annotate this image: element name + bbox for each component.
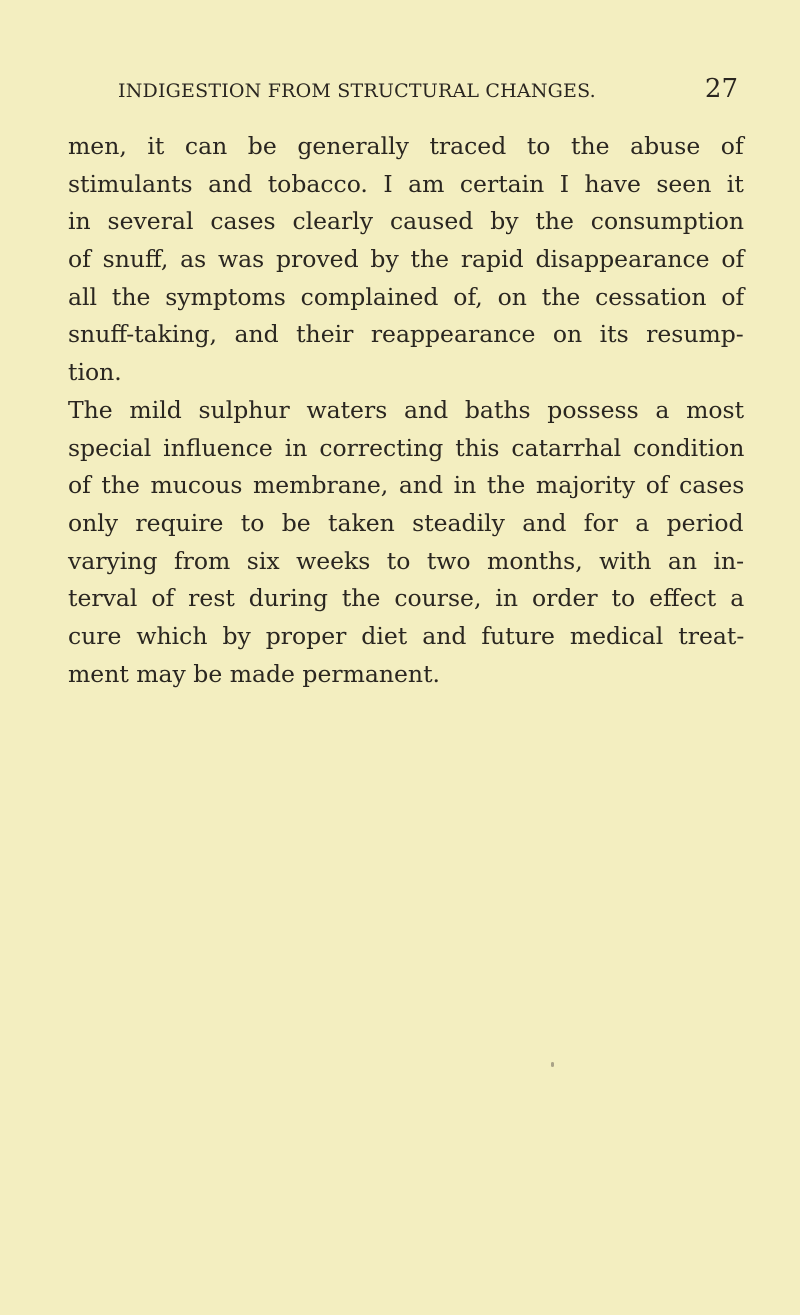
text-line: special influence in correcting this catarrhal condition — [68, 433, 745, 462]
page-number: 27 — [704, 74, 738, 104]
text-line: men, it can be generally traced to the abuse of — [68, 132, 744, 160]
running-head-title: INDIGESTION FROM STRUCTURAL CHANGES. — [118, 80, 596, 102]
text-line: tion. — [68, 358, 122, 387]
text-line: only require to be taken steadily and for a period — [68, 508, 744, 537]
text-line: of the mucous membrane, and in the majority of cases — [68, 471, 745, 500]
text-line: in several cases clearly caused by the consumption — [68, 207, 745, 236]
text-line: ment may be made permanent. — [68, 659, 440, 688]
text-line: terval of rest during the course, in order to effect a — [68, 584, 745, 613]
text-line: cure which by proper diet and future medical treat- — [68, 621, 745, 650]
text-line: of snuff, as was proved by the rapid disappearance of — [68, 245, 745, 274]
text-line: snuff-taking, and their reappearance on its resump- — [68, 320, 744, 349]
paper-speck — [551, 1062, 554, 1067]
text-line: varying from six weeks to two months, with an in- — [68, 546, 745, 575]
running-head — [118, 74, 738, 120]
text-line: stimulants and tobacco. I am certain I have seen it — [68, 169, 744, 198]
body-text — [68, 128, 744, 693]
text-line: The mild sulphur waters and baths possess a most — [68, 395, 745, 424]
text-line: all the symptoms complained of, on the cessation of — [68, 282, 745, 311]
